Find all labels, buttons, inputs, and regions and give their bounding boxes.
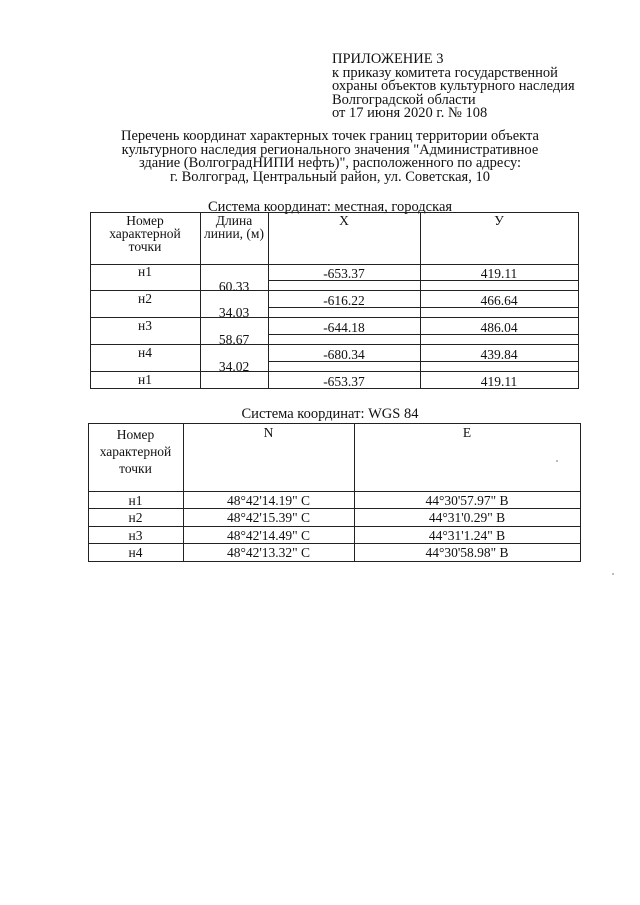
table1-header-length	[200, 214, 268, 240]
table1-length: 60.33	[218, 279, 250, 294]
table2-n: 48°42'14.19" С	[226, 493, 311, 508]
header-text: характерной	[99, 444, 172, 459]
table1-x: -680.34	[323, 347, 365, 362]
table1-header-y: У	[494, 213, 504, 228]
table1-x: -653.37	[323, 266, 365, 281]
table1-point: н1	[138, 372, 152, 387]
table1-y: 466.64	[480, 293, 518, 308]
scan-speck	[556, 460, 558, 462]
table2-n: 48°42'14.49" С	[226, 528, 311, 543]
table2-header-point	[88, 426, 183, 477]
table1-point: н2	[138, 291, 152, 306]
table1-y: 439.84	[480, 347, 518, 362]
intro-line: Перечень координат характерных точек границ территории объекта	[121, 128, 539, 144]
appendix-line: к приказу комитета государственной	[332, 64, 558, 81]
table2-n: 48°42'15.39" С	[226, 510, 311, 525]
header-text: Длина	[215, 213, 253, 228]
appendix-date-line: от 17 июня 2020 г. № 108	[332, 105, 488, 121]
appendix-line: Волгоградской области	[332, 91, 476, 108]
header-text: Номер	[116, 427, 155, 442]
table2-point: н3	[128, 528, 143, 543]
scan-speck	[612, 573, 614, 575]
table2-n: 48°42'13.32" С	[226, 545, 311, 560]
table1-length: 34.03	[218, 305, 250, 320]
header-text: точки	[128, 239, 162, 254]
table1-caption: Система координат: местная, городская	[207, 199, 453, 215]
appendix-line: охраны объектов культурного наследия	[332, 78, 575, 94]
table1-header-point	[90, 214, 200, 253]
intro-line: г. Волгоград, Центральный район, ул. Советская, 10	[170, 168, 490, 185]
appendix-title: ПРИЛОЖЕНИЕ 3	[332, 51, 444, 67]
table1-x: -616.22	[323, 293, 365, 308]
table2-e: 44°31'0.29" В	[428, 510, 506, 525]
table1-y: 419.11	[480, 374, 518, 389]
header-text: Номер	[126, 213, 164, 228]
table1-length: 34.02	[218, 359, 250, 374]
table2-point: н2	[128, 510, 143, 525]
table1-y: 419.11	[480, 266, 518, 281]
table2-e: 44°31'1.24" В	[428, 528, 506, 543]
table1-x: -653.37	[323, 374, 365, 389]
table2-e: 44°30'57.97" В	[425, 493, 509, 508]
table1-point: н1	[138, 264, 152, 279]
table1-point: н3	[138, 318, 152, 333]
table1-y: 486.04	[480, 320, 518, 335]
intro-line: культурного наследия регионального значения "Административное	[121, 141, 539, 158]
intro-line: здание (ВолгоградНИПИ нефть)", расположенного по адресу:	[138, 155, 522, 171]
table1-point: н4	[138, 345, 152, 360]
table2-e: 44°30'58.98" В	[425, 545, 509, 560]
table2-point: н4	[128, 545, 143, 560]
table1-x: -644.18	[323, 320, 365, 335]
table2-header-e: E	[462, 425, 472, 440]
table2-header-n: N	[263, 425, 274, 440]
table2-caption: Система координат: WGS 84	[241, 406, 419, 422]
table2-point: н1	[128, 493, 143, 508]
header-text: точки	[119, 461, 152, 476]
header-text: характерной	[109, 226, 181, 241]
table1-header-x: X	[339, 213, 349, 228]
header-text: линии, (м)	[204, 226, 264, 241]
table1-length: 58.67	[218, 332, 250, 347]
